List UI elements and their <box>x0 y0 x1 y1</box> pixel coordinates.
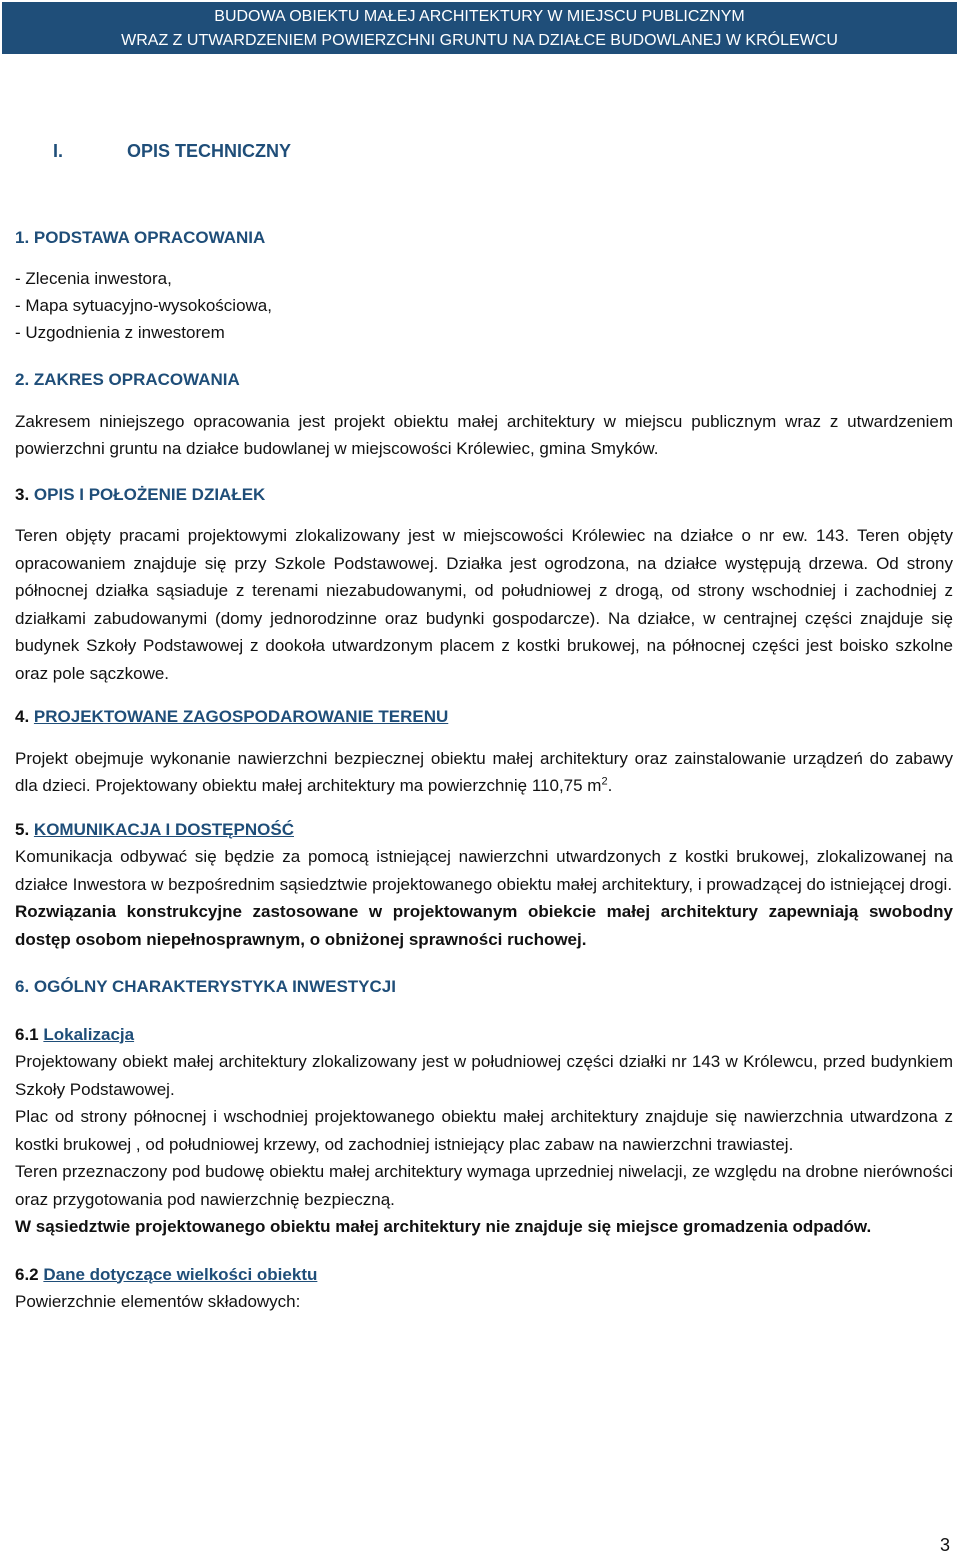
section-6-1-heading <box>15 1021 953 1049</box>
section-4-number: 4. <box>15 707 30 726</box>
section-2-heading: 2. ZAKRES OPRACOWANIA <box>15 370 240 389</box>
list-item: - Uzgodnienia z inwestorem <box>15 323 225 342</box>
chapter-number: I. <box>53 141 64 161</box>
section-4-body: Projekt obejmuje wykonanie nawierzchni bezpiecznej obiektu małej architektury oraz zainstalowanie urządzeń do zabawy dla dzieci. Projektowany obiektu małej architektury ma powierzchnię 110,75 m <box>15 748 953 795</box>
section-6-2-text: Powierzchnie elementów składowych: <box>15 1292 301 1311</box>
section-3-heading <box>15 481 953 509</box>
section-1-heading: 1. PODSTAWA OPRACOWANIA <box>15 227 266 247</box>
section-6-1-paragraph-2: Plac od strony północnej i wschodniej projektowanego obiektu małej architektury znajduje się nawierzchnia utwardzona z kostki brukowej , od południowej krzewy, od zachodniej istniejący plac zabaw na nawierzchni trawiastej. <box>15 1107 953 1154</box>
section-5-text: Komunikacja odbywać się będzie za pomocą istniejącej nawierzchni utwardzonych z kostki brukowej, zlokalizowanej na działce Inwestora w bezpośrednim sąsiedztwie projektowanego obiektu małej architektury, i prowadzącej do istniejącej drogi. <box>15 847 953 894</box>
chapter-title-text: OPIS TECHNICZNY <box>127 141 292 161</box>
header-line-1: BUDOWA OBIEKTU MAŁEJ ARCHITEKTURY W MIEJSCU PUBLICZNYM <box>214 8 745 25</box>
document-header <box>2 2 957 54</box>
section-2-text: Zakresem niniejszego opracowania jest projekt obiektu małej architektury w miejscu publicznym wraz z utwardzeniem powierzchni gruntu na działce budowlanej w miejscowości Królewiec, gmina Smyków. <box>15 411 953 458</box>
section-6-2-number: 6.2 <box>15 1264 39 1284</box>
section-6-1-paragraph-1: Projektowany obiekt małej architektury zlokalizowany jest w południowej części działki nr 143 w Królewcu, przed budynkiem Szkoły Podstawowej. <box>15 1052 953 1099</box>
chapter-title <box>53 138 953 166</box>
section-6-2-heading <box>15 1261 953 1289</box>
section-5-bold-text: Rozwiązania konstrukcyjne zastosowane w projektowanym obiekcie małej architektury zapewniają swobodny dostęp osobom niepełnosprawnym, o obniżonej sprawności ruchowej. <box>15 902 953 949</box>
header-line-2: WRAZ Z UTWARDZENIEM POWIERZCHNI GRUNTU NA DZIAŁCE BUDOWLANEJ W KRÓLEWCU <box>121 32 838 49</box>
section-5-title: KOMUNIKACJA I DOSTĘPNOŚĆ <box>33 819 294 839</box>
section-6-heading: 6. OGÓLNY CHARAKTERYSTYKA INWESTYCJI <box>15 977 396 996</box>
list-item: - Mapa sytuacyjno-wysokościowa, <box>15 296 272 315</box>
section-3-number: 3. <box>15 484 30 504</box>
superscript: 2 <box>601 775 608 788</box>
section-6-1-title: Lokalizacja <box>43 1024 135 1044</box>
section-6-1-bold-text: W sąsiedztwie projektowanego obiektu małej architektury nie znajduje się miejsce gromadzenia odpadów. <box>15 1217 872 1236</box>
section-5-number: 5. <box>15 819 30 839</box>
section-3-title: OPIS I POŁOŻENIE DZIAŁEK <box>33 484 266 504</box>
section-4-text <box>15 745 953 800</box>
section-4-tail: . <box>607 776 613 795</box>
section-3-text: Teren objęty pracami projektowymi zlokalizowany jest w miejscowości Królewiec na działce o nr ew. 143. Teren objęty opracowaniem znajduje się przy Szkole Podstawowej. Działka jest ogrodzona, na działce występują drzewa. Od strony północnej działka sąsiaduje z terenami niezabudowanymi, od południowej z drogą, od strony wschodniej i zachodniej z działkami zabudowanymi (domy jednorodzinne oraz budynki gospodarcze). Na działce, w centrajnej części znajduje się budynek Szkoły Podstawowej z dookoła utwardzonym placem z kostki brukowej, na północnej części jest boisko szkolne oraz pole sączkowe. <box>15 526 953 683</box>
section-6-1-paragraph-3: Teren przeznaczony pod budowę obiektu małej architektury wymaga uprzedniej niwelacji, ze względu na drobne nierówności oraz przygotowania pod nawierzchnię bezpieczną. <box>15 1162 953 1209</box>
document-body <box>15 138 953 1316</box>
section-4-title: PROJEKTOWANE ZAGOSPODAROWANIE TERENU <box>33 707 449 726</box>
section-5-heading <box>15 816 953 844</box>
section-6-2-title: Dane dotyczące wielkości obiektu <box>43 1264 318 1284</box>
page-number: 3 <box>939 1535 950 1555</box>
section-1-list <box>15 265 953 346</box>
list-item: - Zlecenia inwestora, <box>15 269 172 288</box>
section-6-1-number: 6.1 <box>15 1024 39 1044</box>
section-4-heading <box>15 703 953 731</box>
